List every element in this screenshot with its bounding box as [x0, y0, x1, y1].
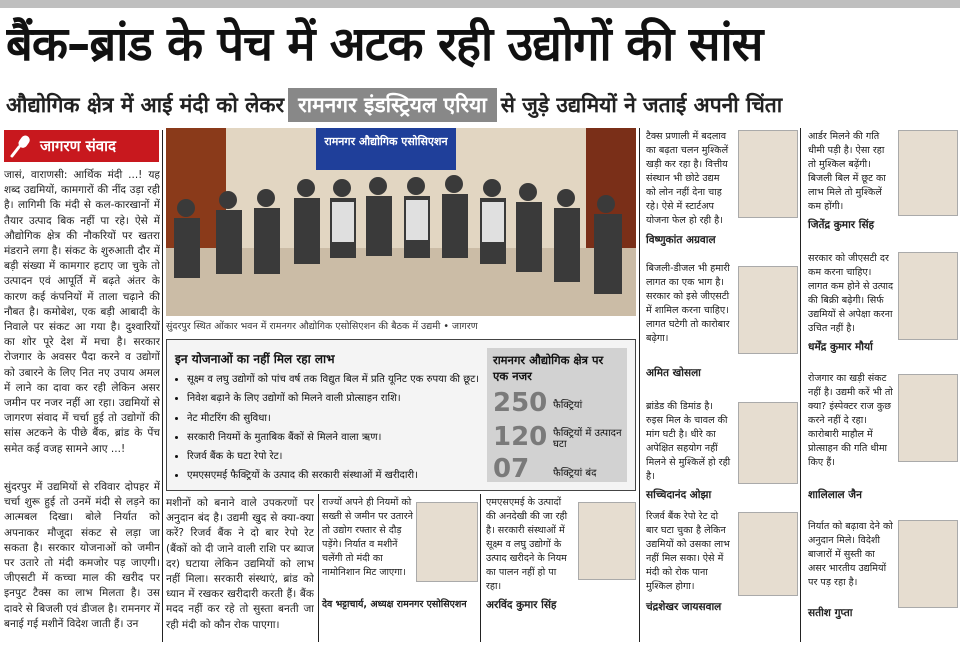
quote-text: सरकार को जीएसटी दर कम करना चाहिए। लागत कम होने से उत्पाद की बिक्री बढ़ेगी। सिर्फ उद्यमियों से अपेक्षा करना उचित नहीं है। — [808, 253, 894, 334]
meeting-photo — [166, 128, 636, 316]
microphone-icon — [4, 130, 40, 162]
quote-text: ब्रांडेड की डिमांड है। रुइस मिल के चावल की मांग घटी है। धीरे का अपेक्षित सहयोग नहीं मिलने से मुश्किलें हो रही है। — [646, 401, 731, 482]
portrait-photo — [578, 502, 636, 580]
portrait-photo — [898, 374, 958, 462]
quote-name: अमित खोसला — [646, 367, 701, 379]
schemes-box-title: इन योजनाओं का नहीं मिल रहा लाभ — [175, 352, 335, 366]
top-rule — [0, 0, 960, 8]
subheadline — [6, 88, 956, 122]
portrait-photo — [898, 252, 958, 340]
column-rule — [480, 494, 481, 642]
badge-label: जागरण संवाद — [40, 137, 116, 155]
subheadline-after: से जुड़े उद्यमियों ने जताई अपनी चिंता — [500, 93, 783, 117]
quote-name: सच्चिदानंद ओझा — [646, 489, 712, 501]
photo-banner-text: रामनगर औद्योगिक एसोसिएशन — [324, 135, 448, 148]
column-rule — [318, 494, 319, 642]
list-item: • निवेश बढ़ाने के लिए उद्योगों को मिलने वाली प्रोत्साहन राशि। — [187, 389, 487, 408]
portrait-photo — [738, 402, 798, 484]
stat-label: फैक्ट्रियां — [553, 400, 583, 411]
stats-panel — [487, 348, 627, 482]
quote-name: धर्मेंद्र कुमार मौर्या — [808, 341, 873, 353]
column-rule — [162, 130, 163, 642]
list-item: • एमएसएमई फैक्ट्रियों के उत्पाद की सरकारी संस्थाओं में खरीदारी। — [187, 466, 487, 485]
stat-number: 120 — [493, 422, 548, 452]
list-item: • सरकारी नियमों के मुताबिक बैंकों से मिलने वाला ऋण। — [187, 428, 487, 447]
quote-text: बिजली-डीजल भी हमारी लागत का एक भाग है। सरकार को इसे जीएसटी में शामिल करना चाहिए। लागत घटेगी तो कारोबार बढ़ेगा। — [646, 263, 730, 344]
quote-name: सतीश गुप्ता — [808, 607, 853, 619]
stats-title: रामनगर औद्योगिक क्षेत्र पर एक नजर — [493, 353, 604, 383]
portrait-photo — [416, 502, 478, 582]
list-item: • नेट मीटरिंग की सुविधा। — [187, 409, 487, 428]
portrait-photo — [738, 266, 798, 354]
quote-name: अरविंद कुमार सिंह — [486, 599, 557, 611]
photo-caption: सुंदरपुर स्थित ओंकार भवन में रामनगर औद्योगिक एसोसिएशन की बैठक में उद्यमी • जागरण — [166, 321, 478, 332]
schemes-box — [166, 339, 636, 491]
schemes-list — [173, 370, 487, 486]
quote-text: राज्यों अपने ही नियमों को सख्ती से जमीन पर उतारने तो उद्योग रफ्तार से दौड़ पड़ेंगे। निर्यात व मशीनें चलेंगी तो मंदी का नामोनिशान मिट जाएगा। — [322, 497, 413, 578]
subheadline-highlight: रामनगर इंडस्ट्रियल एरिया — [288, 88, 497, 122]
article-para-2: सुंदरपुर में उद्यमियों से रविवार दोपहर में चर्चा शुरू हुई तो उनमें मंदी से लड़ने का आत्मबल दिखा। बोले निर्यात को अपनाकर मौजूदा संकट से लड़ा जा सकता है। सरकार योजनाओं को जमीन पर उतारे तो मंदी कमजोर पड़ जाएगी। जीएसटी में कच्चा माल की खरीद पर इनपुट टैक्स का लाभ मिलता है। उस दावरे से बिजली एवं डीजल है। रामनगर में बनाई गई मशीनें विदेश जाती हैं। उन — [4, 481, 160, 630]
quote-text: टैक्स प्रणाली में बदलाव का बढ़ता चलन मुश्किलें खड़ी कर रहा है। वित्तीय संस्थान भी छोटे उद्यम को लोन नहीं देना चाह रहे। ऐसे में स्टार्टअप योजना फेल हो रही है। — [646, 131, 729, 226]
list-item: • रिजर्व बैंक के घटा रेपो रेट। — [187, 447, 487, 466]
portrait-photo — [898, 130, 958, 216]
quote-name: चंद्रशेखर जायसवाल — [646, 601, 722, 613]
stat-number: 250 — [493, 388, 548, 418]
column-rule — [639, 128, 640, 642]
quote-text: एमएसएमई के उत्पादों की अनदेखी की जा रही है। सरकारी संस्थाओं में सूक्ष्म व लघु उद्योगों के उत्पाद खरीदने के नियम का पालन नहीं हो पा रहा। — [486, 497, 568, 592]
jagran-samvad-badge — [4, 130, 159, 162]
stat-label: फैक्ट्रियां बंद — [553, 468, 597, 479]
quote-text: आर्डर मिलने की गति धीमी पड़ी है। ऐसा रहा तो मुश्किल बढ़ेंगी। बिजली बिल में छूट का लाभ मिले तो मुश्किलें कम होंगी। — [808, 131, 886, 212]
article-lead: जासं, वाराणसी: आर्थिक मंदी ...! यह शब्द उद्यमियों, कामगारों की नींद उड़ा रही है। लागिमी कि मंदी से कल-कारखानों में तैयार उत्पाद बिक नहीं पा रहे। ऐसे में औद्योगिक क्षेत्र की नौकरियों पर खतरा मंडराने लगा है। संकट के शुरुआती दौर में बड़ी संख्या में कामगार हटाए जा चुके तो उत्पादन एवं आपूर्ति में बढ़ते अंतर के कारण कई कंपनियों में ताला चढ़ाने की नौबत है। कमोबेश, एक बड़ी आबादी के निवाले पर संकट आ गया है। दुश्वारियों का शोर पूरे देश में मचा है। सरकार रोजगार के अवसर पैदा करने व उद्योगों को उबारने के लिए नित नए उपाय अमल में लाने का दावा कर रही लेकिन असर जमीन पर नजर नहीं आ रहा। उद्यमियों से जागरण संवाद में चर्चा हुई तो उद्योगों की सांस अटकने के पीछे बैंक, ब्रांड के पेंच समेत कई वजह सामने आए ...! — [4, 169, 160, 455]
quote-text: रोजगार का खड़ी संकट नहीं है। उद्यमी करें भी तो क्या? इंस्पेक्टर राज कुछ करने नहीं दे रहा। कारोबारी माहौल में प्रोत्साहन की गति धीमा किए हैं। — [808, 373, 893, 468]
stat-number: 07 — [493, 454, 530, 484]
quote-name: जितेंद्र कुमार सिंह — [808, 219, 875, 231]
quote-text: निर्यात को बढ़ावा देने को अनुदान मिले। विदेशी बाजारों में सुस्ती का असर भारतीय उद्यमियों पर पड़ रहा है। — [808, 521, 893, 588]
stat-label: फैक्ट्रियों में उत्पादन घटा — [553, 428, 622, 450]
meeting-photo-illustration — [166, 128, 636, 316]
quote-text: रिजर्व बैंक रेपो रेट दो बार घटा चुका है लेकिन उद्यमियों को उसका लाभ नहीं मिल सका। ऐसे में मंदी को रोक पाना मुश्किल होगा। — [646, 511, 730, 592]
portrait-photo — [738, 130, 798, 218]
quote-name: विष्णुकांत अग्रवाल — [646, 234, 716, 246]
article-para-3: मशीनों को बनाने वाले उपकरणों पर अनुदान बंद है। उद्यमी खुद से क्या-क्या करें? रिजर्व बैंक ने दो बार रेपो रेट (बैंकों को दी जाने वाली राशि पर ब्याज दर) घटाया लेकिन उद्यमियों को लाभ नहीं मिला। सरकारी संस्थाएं, ब्रांड को ध्यान में रखकर खरीदारी करती हैं। बैंक मदद नहीं कर रहे तो सुस्ता बनती जा रही मंदी को कौन रोक पाएगा। — [166, 497, 314, 631]
headline: बैंक–ब्रांड के पेच में अटक रही उद्योगों की सांस — [6, 17, 763, 72]
portrait-photo — [898, 520, 958, 608]
column-rule — [800, 128, 801, 642]
quote-name: शालिलाल जैन — [808, 489, 862, 501]
portrait-photo — [738, 512, 798, 596]
quote-name: देव भट्टाचार्य, अध्यक्ष रामनगर एसोसिएशन — [322, 599, 467, 610]
list-item: • सूक्ष्म व लघु उद्योगों को पांच वर्ष तक विद्युत बिल में प्रति यूनिट एक रुपया की छूट। — [187, 370, 487, 389]
subheadline-before: औद्योगिक क्षेत्र में आई मंदी को लेकर — [6, 93, 285, 117]
